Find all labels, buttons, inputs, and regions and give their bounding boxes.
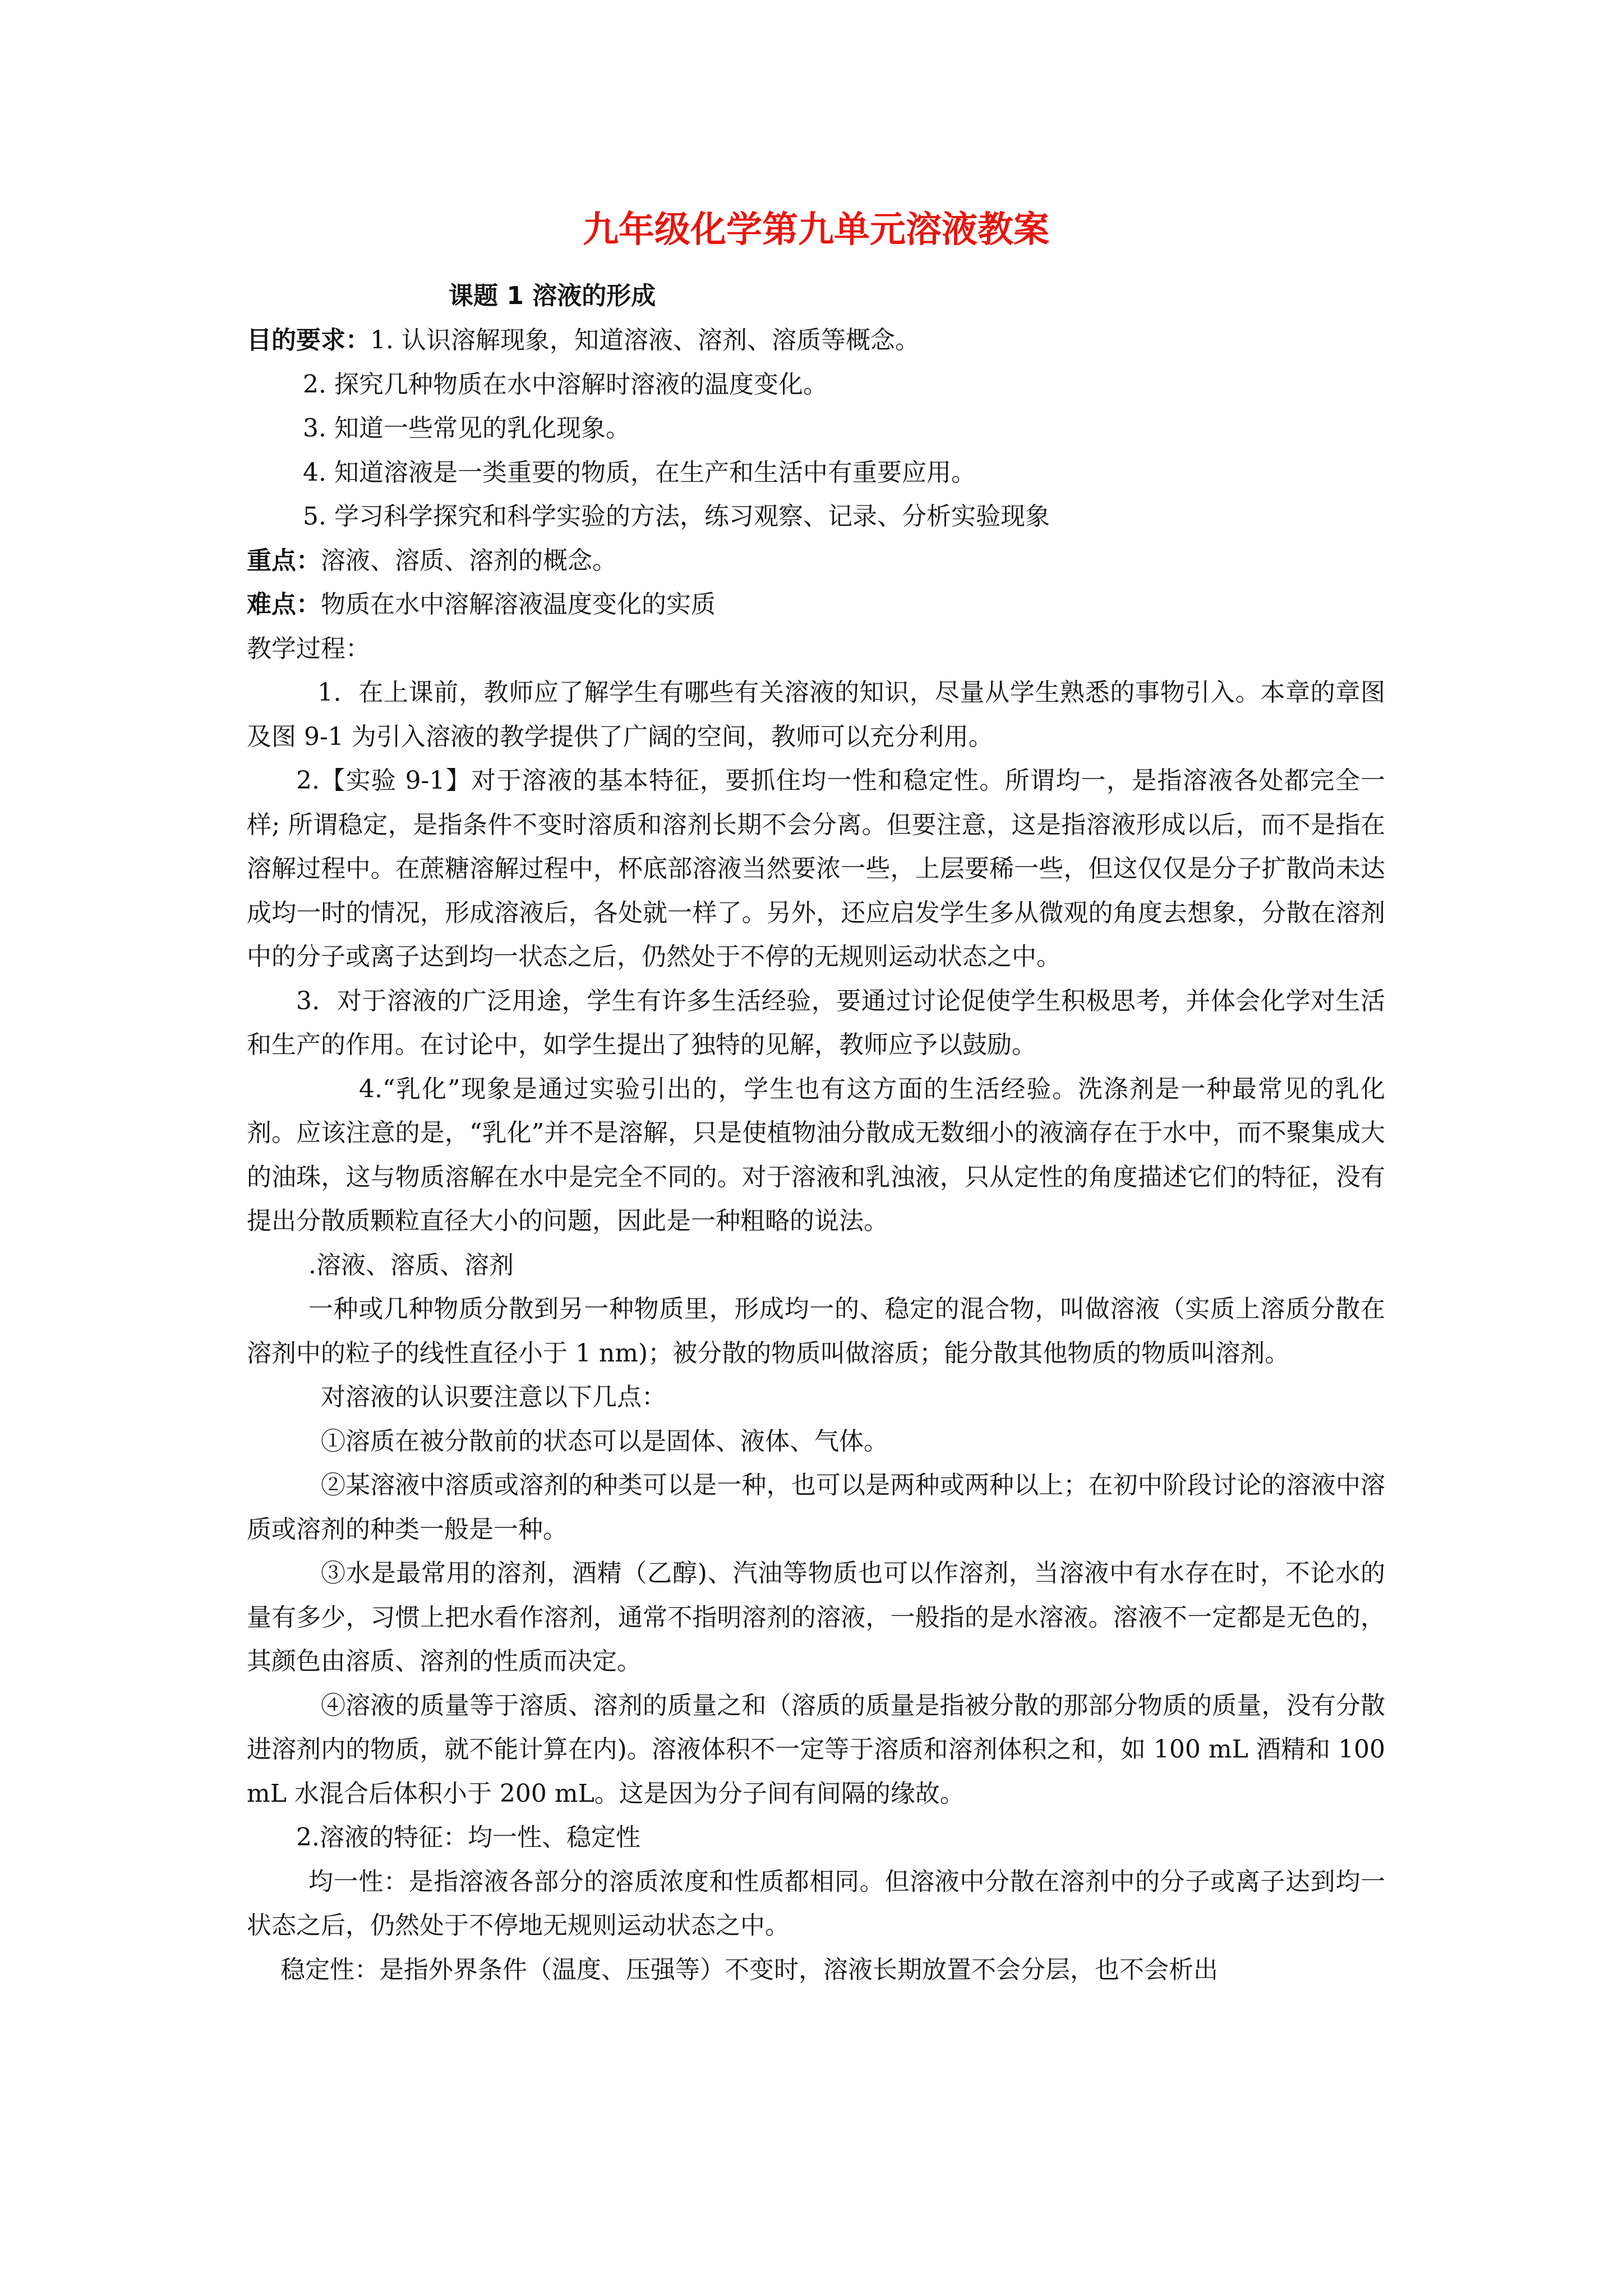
section-heading: 2.溶液的特征：均一性、稳定性 <box>296 1823 640 1852</box>
list-item: ①溶质在被分散前的状态可以是固体、液体、气体。 <box>321 1427 888 1456</box>
document-title: 九年级化学第九单元溶液教案 <box>583 209 1049 251</box>
key-point-text: 溶液、溶质、溶剂的概念。 <box>321 546 617 575</box>
list-item: ②某溶液中溶质或溶剂的种类可以是一种，也可以是两种或两种以上；在初中阶段讨论的溶液中溶质或溶剂的种类一般是一种。 <box>247 1471 1385 1544</box>
section-heading: .溶液、溶质、溶剂 <box>308 1250 514 1280</box>
document-page <box>247 202 1385 1992</box>
objective-item: 2. 探究几种物质在水中溶解时溶液的温度变化。 <box>303 370 828 399</box>
paragraph: 稳定性：是指外界条件（温度、压强等）不变时，溶液长期放置不会分层，也不会析出 <box>280 1955 1218 1984</box>
paragraph: 一种或几种物质分散到另一种物质里，形成均一的、稳定的混合物，叫做溶液（实质上溶质分散在溶剂中的粒子的线性直径小于 1 nm)；被分散的物质叫做溶质；能分散其他物质的物质叫溶剂。 <box>247 1295 1385 1368</box>
objective-item: 3. 知道一些常见的乳化现象。 <box>303 414 630 443</box>
objectives-line-1 <box>247 319 1385 363</box>
process-heading: 教学过程： <box>247 634 370 663</box>
difficult-point-label: 难点： <box>247 590 321 619</box>
paragraph: 3．对于溶液的广泛用途，学生有许多生活经验，要通过讨论促使学生积极思考，并体会化学对生活和生产的作用。在讨论中，如学生提出了独特的见解，教师应予以鼓励。 <box>247 986 1385 1059</box>
list-item: ③水是最常用的溶剂，酒精（乙醇)、汽油等物质也可以作溶剂，当溶液中有水存在时，不论水的量有多少，习惯上把水看作溶剂，通常不指明溶剂的溶液，一般指的是水溶液。溶液不一定都是无色的，其颜色由溶质、溶剂的性质而决定。 <box>247 1559 1385 1676</box>
paragraph: 2.【实验 9-1】对于溶液的基本特征，要抓住均一性和稳定性。所谓均一，是指溶液各处都完全一样; 所谓稳定，是指条件不变时溶质和溶剂长期不会分离。但要注意，这是指溶液形成以后，而不是指在溶解过程中。在蔗糖溶解过程中，杯底部溶液当然要浓一些，上层要稀一些，但这仅仅是分子扩散尚未达成均一时的情况，形成溶液后，各处就一样了。另外，还应启发学生多从微观的角度去想象，分散在溶剂中的分子或离子达到均一状态之后，仍然处于不停的无规则运动状态之中。 <box>247 766 1385 971</box>
lesson-subtitle: 课题 1 溶液的形成 <box>449 282 656 310</box>
paragraph: 均一性：是指溶液各部分的溶质浓度和性质都相同。但溶液中分散在溶剂中的分子或离子达到均一状态之后，仍然处于不停地无规则运动状态之中。 <box>247 1867 1385 1940</box>
difficult-point-line <box>247 583 1385 627</box>
list-item: ④溶液的质量等于溶质、溶剂的质量之和（溶质的质量是指被分散的那部分物质的质量，没有分散进溶剂内的物质，就不能计算在内)。溶液体积不一定等于溶质和溶剂体积之和，如 100 mL 酒精和 100 mL 水混合后体积小于 200 mL。这是因为分子间有间隔的缘故。 <box>247 1691 1385 1808</box>
objective-item: 1. 认识溶解现象，知道溶液、溶剂、溶质等概念。 <box>370 326 920 355</box>
key-point-label: 重点： <box>247 546 321 575</box>
objective-item: 4. 知道溶液是一类重要的物质，在生产和生活中有重要应用。 <box>303 458 976 487</box>
difficult-point-text: 物质在水中溶解溶液温度变化的实质 <box>321 590 716 619</box>
paragraph: 4.“乳化”现象是通过实验引出的，学生也有这方面的生活经验。洗涤剂是一种最常见的乳化剂。应该注意的是，“乳化”并不是溶解，只是使植物油分散成无数细小的液滴存在于水中，而不聚集成大的油珠，这与物质溶解在水中是完全不同的。对于溶液和乳浊液，只从定性的角度描述它们的特征，没有提出分散质颗粒直径大小的问题，因此是一种粗略的说法。 <box>247 1074 1385 1235</box>
objectives-label: 目的要求： <box>247 326 370 355</box>
paragraph: 对溶液的认识要注意以下几点： <box>321 1383 666 1411</box>
key-point-line <box>247 539 1385 583</box>
objective-item: 5. 学习科学探究和科学实验的方法，练习观察、记录、分析实验现象 <box>303 502 1050 531</box>
paragraph: 1．在上课前，教师应了解学生有哪些有关溶液的知识，尽量从学生熟悉的事物引入。本章的章图及图 9-1 为引入溶液的教学提供了广阔的空间，教师可以充分利用。 <box>247 678 1385 751</box>
